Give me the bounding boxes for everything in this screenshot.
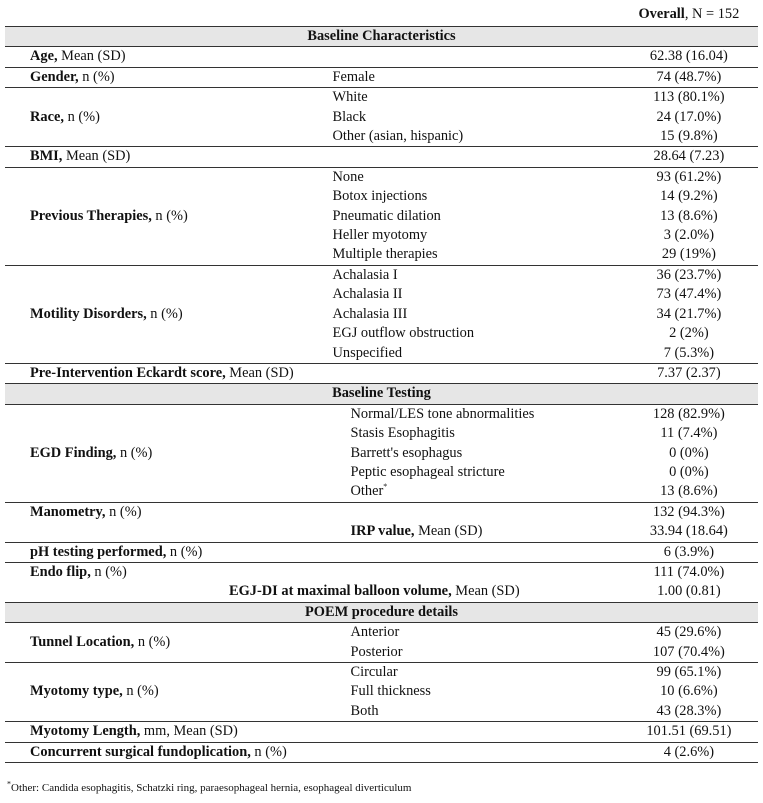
row-race: Race, n (%) White Black Other (asian, hispanic) 113 (80.1%) 24 (17.0%) 15 (9.8%) [5,88,758,147]
row-motility-disorders: Motility Disorders, n (%) Achalasia I Achalasia II Achalasia III EGJ outflow obstruction Unspecified 36 (23.7%) 73 (47.4%) 34 (21.7%) 2 (2%) 7 (5.3%) [5,265,758,363]
characteristics-table [5,4,758,763]
section-poem-procedure: POEM procedure details [5,602,758,622]
row-fundoplication: Concurrent surgical fundoplication, n (%) 4 (2.6%) [5,742,758,762]
row-gender: Gender, n (%) Female 74 (48.7%) [5,67,758,87]
row-manometry: Manometry, n (%) 132 (94.3%) [30,503,725,520]
row-bmi: BMI, Mean (SD) 28.64 (7.23) [5,147,758,167]
row-ph-testing: pH testing performed, n (%) 6 (3.9%) [5,542,758,562]
overall-header: Overall, N = 152 [620,4,758,27]
row-previous-therapies: Previous Therapies, n (%) None Botox injections Pneumatic dilation Heller myotomy Multiple therapies 93 (61.2%) 14 (9.2%) 13 (8.6%) 3 (2.0%) 29 (19%) [5,167,758,265]
row-endo-flip: Endo flip, n (%) 111 (74.0%) [30,563,725,580]
row-myotomy-type: Myotomy type, n (%) Circular Full thickness Both 99 (65.1%) 10 (6.6%) 43 (28.3%) [5,663,758,722]
section-baseline-testing: Baseline Testing [5,384,758,404]
row-eckardt-score: Pre-Intervention Eckardt score, Mean (SD) 7.37 (2.37) [30,364,721,381]
table-header-row [5,4,758,27]
row-egj-di: EGJ-DI at maximal balloon volume, Mean (SD) 1.00 (0.81) [229,583,721,600]
row-irp-value: IRP value, Mean (SD) 33.94 (18.64) [5,522,758,542]
row-age: Age, Mean (SD) 62.38 (16.04) [5,47,758,67]
row-tunnel-location: Tunnel Location, n (%) Anterior Posterior 45 (29.6%) 107 (70.4%) [5,623,758,663]
table-footnote: *Other: Candida esophagitis, Schatzki ring, paraesophageal hernia, esophageal diverticulum [7,779,412,794]
row-myotomy-length: Myotomy Length, mm, Mean (SD) 101.51 (69.51) [5,722,758,742]
row-egd-finding: EGD Finding, n (%) Normal/LES tone abnormalities Stasis Esophagitis Barrett's esophagus Peptic esophageal stricture Other* 128 (82.9%) 11 (7.4%) 0 (0%) 0 (0%) 13 (8.6%) [5,404,758,502]
section-baseline-characteristics: Baseline Characteristics [5,27,758,47]
